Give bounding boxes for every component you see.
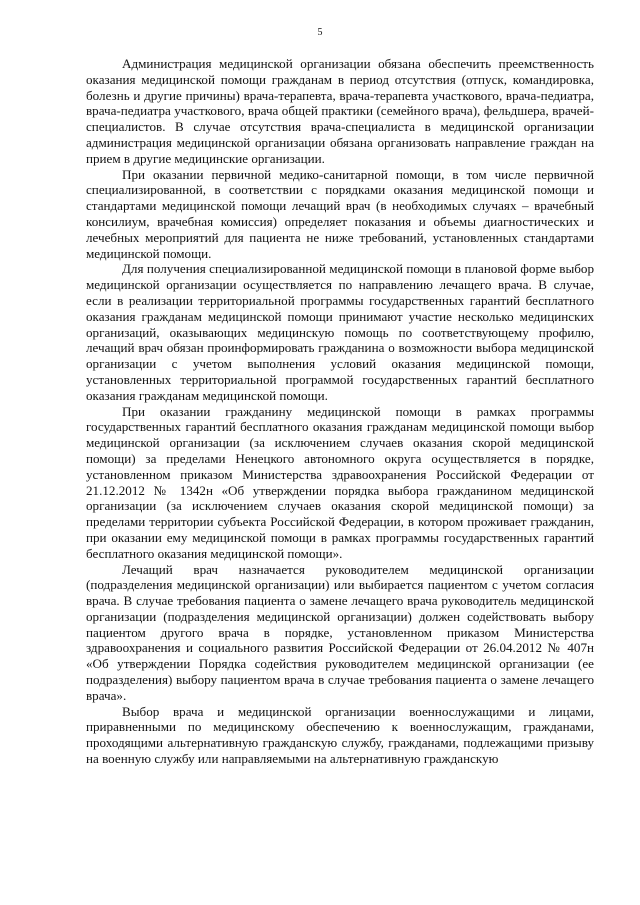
paragraph-2: При оказании первичной медико-санитарной помощи, в том числе первичной специализированной, в соответствии с порядками оказания медицинской помощи и стандартами медицинской помощи лечащий врач (в необходимых случаях – врачебный консилиум, врачебная комиссия) определяет показания и объемы диагностических и лечебных мероприятий для пациента не ниже требований, установленных стандартами медицинской помощи. bbox=[86, 166, 594, 261]
document-body bbox=[86, 56, 594, 767]
paragraph-4: При оказании гражданину медицинской помощи в рамках программы государственных гарантий бесплатного оказания гражданам медицинской помощи выбор медицинской организации (за исключением случаев оказания скорой медицинской помощи) за пределами Ненецкого автономного округа осуществляется в порядке, установленном приказом Министерства здравоохранения Российской Федерации от 21.12.2012 № 1342н «Об утверждении порядка выбора гражданином медицинской организации (за исключением случаев оказания скорой медицинской помощи) за пределами территории субъекта Российской Федерации, в котором проживает гражданин, при оказании ему медицинской помощи в рамках программы государственных гарантий бесплатного оказания медицинской помощи». bbox=[86, 403, 594, 561]
paragraph-1: Администрация медицинской организации обязана обеспечить преемственность оказания медицинской помощи гражданам в период отсутствия (отпуск, командировка, болезнь и другие причины) врача-терапевта, врача-терапевта участкового, врача-педиатра, врача-педиатра участкового, врача общей практики (семейного врача), фельдшера, врачей-специалистов. В случае отсутствия врача-специалиста в медицинской организации администрация медицинской организации обязана организовать направление граждан на прием в другие медицинские организации. bbox=[86, 56, 594, 166]
paragraph-5: Лечащий врач назначается руководителем медицинской организации (подразделения медицинской организации) или выбирается пациентом с учетом согласия врача. В случае требования пациента о замене лечащего врача руководитель медицинской организации (подразделения медицинской организации) должен содействовать выбору пациентом другого врача в порядке, установленном приказом Министерства здравоохранения и социального развития Российской Федерации от 26.04.2012 № 407н «Об утверждении Порядка содействия руководителем медицинской организации (ее подразделения) выбору пациентом врача в случае требования пациента о замене лечащего врача». bbox=[86, 561, 594, 703]
page-number: 5 bbox=[317, 27, 323, 38]
paragraph-3: Для получения специализированной медицинской помощи в плановой форме выбор медицинской организации осуществляется по направлению лечащего врача. В случае, если в реализации территориальной программы государственных гарантий бесплатного оказания гражданам медицинской помощи принимают участие несколько медицинских организаций, оказывающих медицинскую помощь по соответствующему профилю, лечащий врач обязан проинформировать гражданина о возможности выбора медицинской организации с учетом выполнения условий оказания медицинской помощи, установленных территориальной программой государственных гарантий бесплатного оказания гражданам медицинской помощи. bbox=[86, 261, 594, 403]
paragraph-6: Выбор врача и медицинской организации военнослужащими и лицами, приравненными по медицинскому обеспечению к военнослужащим, гражданами, проходящими альтернативную гражданскую службу, гражданами, подлежащими призыву на военную службу или направляемыми на альтернативную гражданскую bbox=[86, 703, 594, 767]
